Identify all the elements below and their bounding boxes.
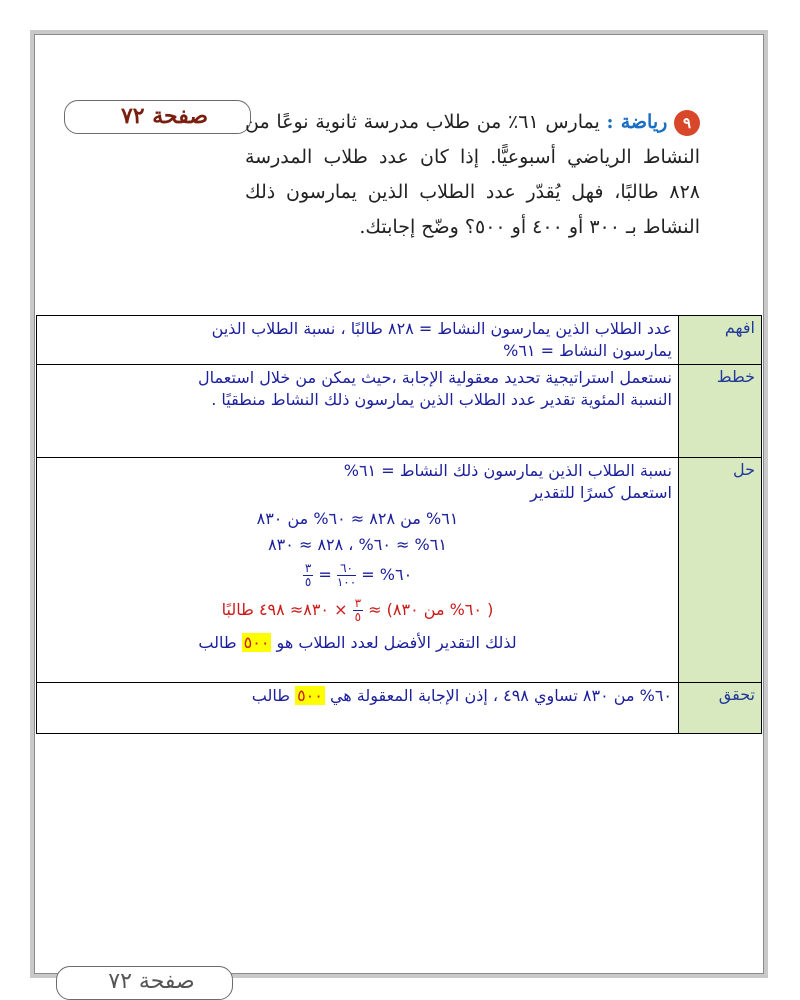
row-check [37, 683, 762, 734]
solve-line-7 [43, 632, 672, 654]
solve-line-4: ٦١% ≈ ٦٠% ، ٨٢٨ ≈ ٨٣٠ [268, 535, 447, 554]
solve-line-6 [43, 597, 672, 624]
label-solve: حل [679, 458, 762, 683]
page-label-top [64, 100, 251, 134]
label-plan: خطط [679, 365, 762, 458]
content-solve [37, 458, 679, 683]
solve-line-6-lhs: ( ٦٠% من ٨٣٠) ≈ [368, 600, 494, 619]
frac2-denominator: ٥ [304, 575, 312, 589]
page-label-bottom [56, 966, 233, 1000]
check-text: ٦٠% من ٨٣٠ تساوي ٤٩٨ ، إذن الإجابة المعقولة هي [329, 686, 672, 705]
page-label-word: صفحة [152, 103, 209, 129]
plan-line-1: نستعمل استراتيجية تحديد معقولية الإجابة ،حيث يمكن من خلال استعمال [198, 368, 672, 387]
page-label-bottom-word: صفحة [138, 969, 195, 994]
page-label-bottom-number: ٧٢ [108, 969, 132, 994]
problem-statement [245, 105, 700, 245]
row-understand [37, 316, 762, 365]
problem-number: ٩ [674, 110, 700, 136]
solve-line-7-text: لذلك التقدير الأفضل لعدد الطلاب هو [276, 633, 517, 652]
plan-line-2: النسبة المئوية تقدير عدد الطلاب الذين يمارسون ذلك النشاط منطقيًا . [211, 390, 672, 409]
row-plan [37, 365, 762, 458]
check-unit: طالب [251, 686, 290, 705]
understand-line-1: عدد الطلاب الذين يمارسون النشاط = ٨٢٨ طالبًا ، نسبة الطلاب الذين [211, 319, 672, 338]
fraction-3-5-b [353, 597, 363, 624]
frac1-denominator: ١٠٠ [336, 575, 357, 589]
problem-title: رياضة : [606, 111, 668, 133]
solve-line-5: ٦٠% = $\frac{٦٠}{١٠٠}$ = $\frac{٣}{٥}$ [304, 561, 413, 589]
solve-line-3: ٦١% من ٨٢٨ ≈ ٦٠% من ٨٣٠ [256, 509, 459, 528]
row-solve [37, 458, 762, 683]
solve-line-6-rhs: × ٨٣٠≈ ٤٩٨ طالبًا [221, 600, 348, 619]
content-check [37, 683, 679, 734]
solve-line-7-unit: طالب [198, 633, 237, 652]
frac1-numerator: ٦٠ [337, 562, 356, 576]
check-answer-highlight: ٥٠٠ [297, 686, 323, 705]
frac3-numerator: ٣ [354, 596, 362, 610]
label-understand: افهم [679, 316, 762, 365]
frac3-denominator: ٥ [354, 610, 362, 624]
understand-line-2: يمارسون النشاط = ٦١% [503, 341, 672, 360]
label-check: تحقق [679, 683, 762, 734]
solution-table [36, 315, 762, 734]
solve-line-2: استعمل كسرًا للتقدير [530, 483, 672, 502]
solve-line-1: نسبة الطلاب الذين يمارسون ذلك النشاط = ٦١% [343, 461, 672, 480]
problem-text: يمارس ٦١٪ من طلاب مدرسة ثانوية نوعًا من النشاط الرياضي أسبوعيًّا. إذا كان عدد طلاب المدرسة ٨٢٨ طالبًا، فهل يُقدّر عدد الطلاب الذين يمارسون ذلك النشاط بـ ٣٠٠ أو ٤٠٠ أو ٥٠٠؟ وضّح إجابتك. [245, 111, 700, 238]
fraction-60-100 [337, 562, 356, 589]
frac2-numerator: ٣ [304, 561, 312, 575]
content-understand [37, 316, 679, 365]
solve-answer-highlight: ٥٠٠ [243, 633, 270, 652]
page-label-number: ٧٢ [120, 103, 145, 129]
content-plan [37, 365, 679, 458]
solve-line-5-lhs: ٦٠% = [361, 565, 413, 584]
fraction-3-5 [303, 562, 313, 589]
